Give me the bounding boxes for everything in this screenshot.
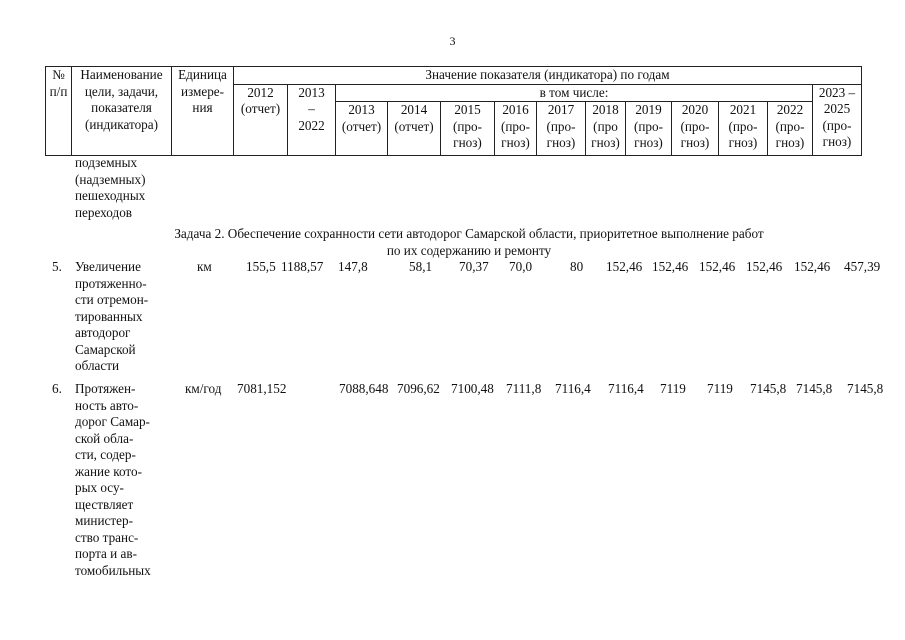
row-number: 5. (52, 259, 62, 274)
header-year-2013: 2013 (отчет) (336, 102, 388, 156)
header-year-2019: 2019 (про- гноз) (626, 102, 672, 156)
continuation-text: подземных (надземных) пешеходных переходов (75, 155, 146, 220)
header-values-title: Значение показателя (индикатора) по годам (234, 67, 862, 85)
header-year-2018: 2018 (про гноз) (586, 102, 626, 156)
value-2022: 152,46 (794, 259, 831, 274)
value-2023-2025: 7145,8 (847, 381, 884, 396)
header-2012: 2012 (отчет) (234, 84, 288, 156)
header-year-2020: 2020 (про- гноз) (672, 102, 719, 156)
value-2017: 80 (570, 259, 584, 274)
value-2018: 7116,4 (608, 381, 644, 396)
row-indicator-name: Протяжен- ность авто- дорог Самар- ской обла- сти, содер- жание кото- рых осу- ществляет министер- ство транс- порта и ав- томобильных (75, 381, 151, 578)
value-2012: 155,5 (246, 259, 276, 274)
value-2015: 7100,48 (451, 381, 494, 396)
value-2020: 152,46 (699, 259, 736, 274)
value-2016: 70,0 (509, 259, 533, 274)
value-2020: 7119 (707, 381, 733, 396)
header-year-2016: 2016 (про- гноз) (495, 102, 537, 156)
header-including: в том числе: (336, 84, 813, 102)
header-unit: Единица измере- ния (172, 67, 234, 156)
value-2016: 7111,8 (506, 381, 542, 396)
header-year-2015: 2015 (про- гноз) (441, 102, 495, 156)
value-2019: 152,46 (652, 259, 689, 274)
header-2023-2025: 2023 – 2025 (про- гноз) (813, 84, 862, 156)
header-2013-2022: 2013 – 2022 (288, 84, 336, 156)
row-indicator-name: Увеличение протяженно- сти отремон- тированных автодорог Самарской области (75, 259, 149, 373)
page-number: 3 (449, 34, 456, 48)
value-2013: 147,8 (338, 259, 368, 274)
header-year-2021: 2021 (про- гноз) (719, 102, 768, 156)
value-2014: 7096,62 (397, 381, 440, 396)
value-2013-2022: 1188,57 (281, 259, 324, 274)
value-2012: 7081,152 (237, 381, 287, 396)
row-number: 6. (52, 381, 62, 396)
value-2022: 7145,8 (796, 381, 833, 396)
header-year-2022: 2022 (про- гноз) (768, 102, 813, 156)
value-2017: 7116,4 (555, 381, 591, 396)
header-year-2017: 2017 (про- гноз) (537, 102, 586, 156)
header-no: № п/п (46, 67, 72, 156)
value-2018: 152,46 (606, 259, 643, 274)
row-unit: км (197, 259, 212, 274)
row-unit: км/год (185, 381, 222, 396)
value-2014: 58,1 (409, 259, 433, 274)
value-2015: 70,37 (459, 259, 489, 274)
value-2021: 152,46 (746, 259, 783, 274)
header-year-2014: 2014 (отчет) (388, 102, 441, 156)
value-2019: 7119 (660, 381, 686, 396)
header-name: Наименование цели, задачи, показателя (индикатора) (72, 67, 172, 156)
value-2021: 7145,8 (750, 381, 787, 396)
task-heading: Задача 2. Обеспечение сохранности сети автодорог Самарской области, приоритетное выполнение работ по их содержанию и ремонту (174, 226, 764, 258)
indicator-table-header (45, 66, 862, 156)
value-2023-2025: 457,39 (844, 259, 881, 274)
value-2013: 7088,648 (339, 381, 389, 396)
